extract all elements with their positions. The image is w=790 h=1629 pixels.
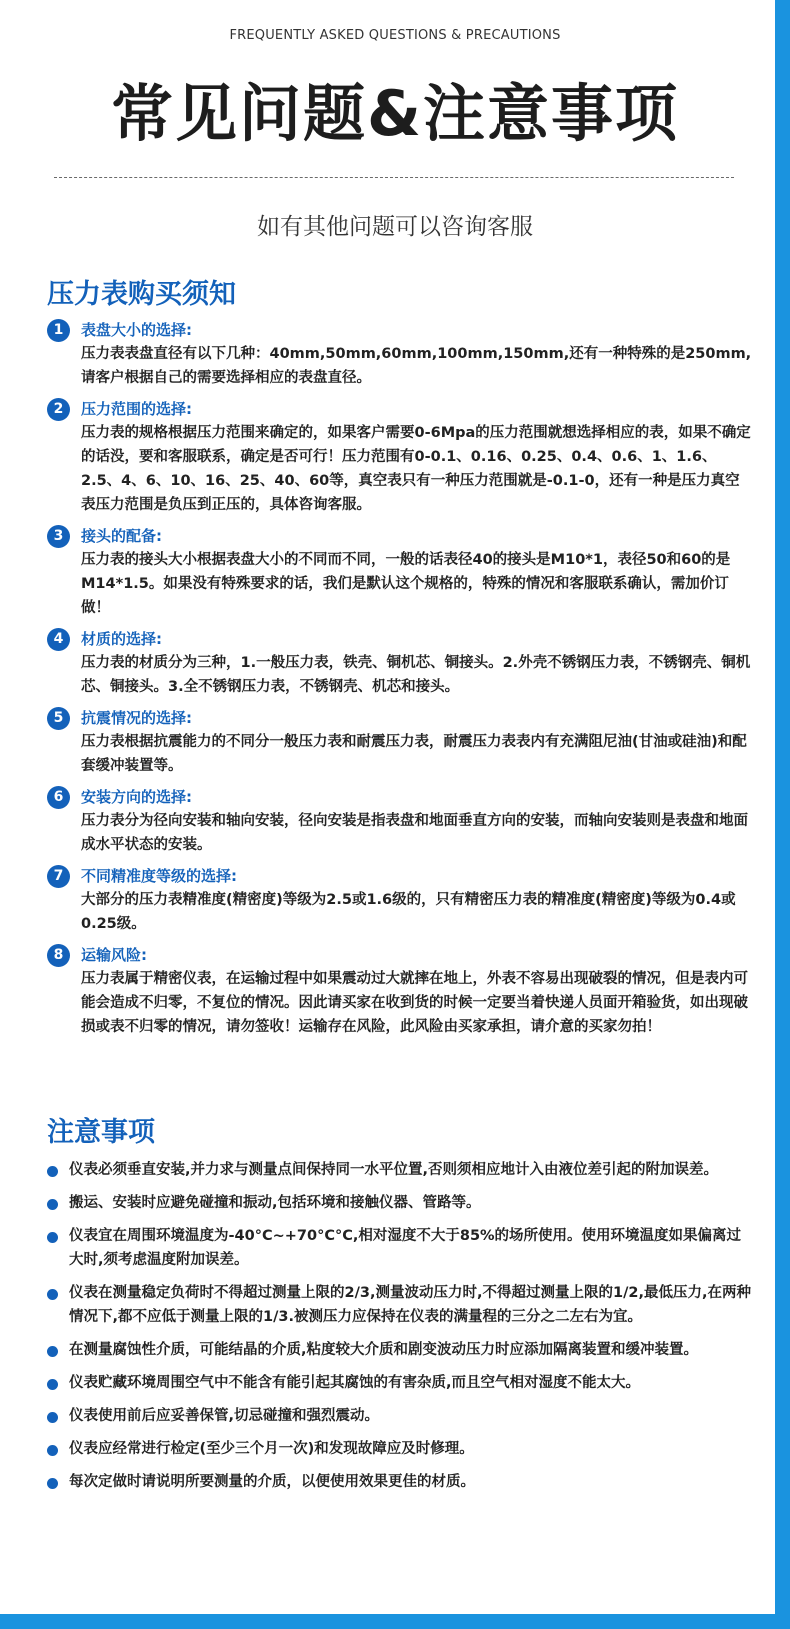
bullet-icon <box>47 1232 58 1243</box>
note-text: 仪表在测量稳定负荷时不得超过测量上限的2/3,测量波动压力时,不得超过测量上限的1/2,最低压力,在两种情况下,都不应低于测量上限的1/3.被测压力应保持在仪表的满量程的三分之二左右为宜。 <box>69 1285 751 1325</box>
note-text: 仪表宜在周围环境温度为-40°C~+70°C°C,相对湿度不大于85%的场所使用。使用环境温度如果偏离过大时,须考虑温度附加误差。 <box>69 1228 742 1268</box>
list-item <box>47 1191 752 1215</box>
faq-body: 压力表表盘直径有以下几种：40mm,50mm,60mm,100mm,150mm,还有一种特殊的是250mm,请客户根据自己的需要选择相应的表盘直径。 <box>81 346 752 386</box>
english-subtitle: FREQUENTLY ASKED QUESTIONS & PRECAUTIONS <box>229 28 561 43</box>
number-badge-icon: 7 <box>47 865 70 888</box>
faq-item <box>47 706 752 778</box>
number-badge-icon: 3 <box>47 525 70 548</box>
list-item <box>47 1158 752 1182</box>
contact-note: 如有其他问题可以咨询客服 <box>257 214 533 240</box>
note-text: 仪表使用前后应妥善保管,切忌碰撞和强烈震动。 <box>69 1408 380 1424</box>
list-item <box>47 1371 752 1395</box>
note-text: 仪表必须垂直安装,并力求与测量点间保持同一水平位置,否则须相应地计入由液位差引起的附加误差。 <box>69 1162 719 1178</box>
bullet-icon <box>47 1199 58 1210</box>
number-badge-icon: 1 <box>47 319 70 342</box>
number-badge-icon: 5 <box>47 707 70 730</box>
faq-item <box>47 318 752 390</box>
note-text: 每次定做时请说明所要测量的介质，以便使用效果更佳的材质。 <box>69 1474 475 1490</box>
faq-body: 压力表的规格根据压力范围来确定的，如果客户需要0-6Mpa的压力范围就想选择相应的表，如果不确定的话没，要和客服联系，确定是否可行！压力范围有0-0.1、0.16、0.25、0.4、0.6、1、1.6、2.5、4、6、10、16、25、40、60等，真空表只有一种压力范围就是-0.1-0，还有一种是压力真空表压力范围是负压到正压的，具体咨询客服。 <box>81 425 751 513</box>
list-item <box>47 1470 752 1494</box>
faq-heading: 不同精准度等级的选择: <box>81 867 237 885</box>
faq-heading: 接头的配备: <box>81 527 162 545</box>
faq-section-title: 压力表购买须知 <box>47 279 236 310</box>
faq-item <box>47 943 752 1039</box>
bottom-frame-bar <box>0 1614 790 1629</box>
faq-heading: 材质的选择: <box>81 630 162 648</box>
bullet-icon <box>47 1289 58 1300</box>
bullet-icon <box>47 1379 58 1390</box>
bullet-icon <box>47 1346 58 1357</box>
right-frame-bar <box>775 0 790 1629</box>
number-badge-icon: 6 <box>47 786 70 809</box>
faq-body: 压力表根据抗震能力的不同分一般压力表和耐震压力表，耐震压力表表内有充满阻尼油(甘油或硅油)和配套缓冲装置等。 <box>81 734 747 774</box>
number-badge-icon: 4 <box>47 628 70 651</box>
faq-body: 压力表分为径向安装和轴向安装，径向安装是指表盘和地面垂直方向的安装，而轴向安装则是表盘和地面成水平状态的安装。 <box>81 813 748 853</box>
bullet-icon <box>47 1445 58 1456</box>
note-text: 仪表应经常进行检定(至少三个月一次)和发现故障应及时修理。 <box>69 1441 474 1457</box>
faq-heading: 抗震情况的选择: <box>81 709 192 727</box>
note-text: 在测量腐蚀性介质，可能结晶的介质,粘度较大介质和剧变波动压力时应添加隔离装置和缓冲装置。 <box>69 1342 699 1358</box>
list-item <box>47 1224 752 1272</box>
faq-body: 压力表的接头大小根据表盘大小的不同而不同，一般的话表径40的接头是M10*1，表径50和60的是M14*1.5。如果没有特殊要求的话，我们是默认这个规格的，特殊的情况和客服联系确认，需加价订做！ <box>81 552 731 616</box>
faq-item <box>47 864 752 936</box>
note-text: 搬运、安装时应避免碰撞和振动,包括环境和接触仪器、管路等。 <box>69 1195 481 1211</box>
faq-item <box>47 397 752 517</box>
bullet-icon <box>47 1166 58 1177</box>
faq-heading: 安装方向的选择: <box>81 788 192 806</box>
list-item <box>47 1437 752 1461</box>
faq-list <box>47 318 752 1046</box>
faq-body: 压力表的材质分为三种，1.一般压力表，铁壳、铜机芯、铜接头。2.外壳不锈钢压力表，不锈钢壳、铜机芯、铜接头。3.全不锈钢压力表，不锈钢壳、机芯和接头。 <box>81 655 751 695</box>
note-text: 仪表贮藏环境周围空气中不能含有能引起其腐蚀的有害杂质,而且空气相对湿度不能太大。 <box>69 1375 641 1391</box>
faq-item <box>47 524 752 620</box>
faq-heading: 压力范围的选择: <box>81 400 192 418</box>
list-item <box>47 1404 752 1428</box>
page-title: 常见问题&注意事项 <box>110 77 680 150</box>
list-item <box>47 1281 752 1329</box>
bullet-icon <box>47 1478 58 1489</box>
faq-item <box>47 785 752 857</box>
bullet-icon <box>47 1412 58 1423</box>
list-item <box>47 1338 752 1362</box>
faq-item <box>47 627 752 699</box>
faq-body: 大部分的压力表精准度(精密度)等级为2.5或1.6级的，只有精密压力表的精准度(精密度)等级为0.4或0.25级。 <box>81 892 736 932</box>
faq-heading: 运输风险: <box>81 946 147 964</box>
number-badge-icon: 2 <box>47 398 70 421</box>
notes-list <box>47 1158 752 1503</box>
number-badge-icon: 8 <box>47 944 70 967</box>
notes-section-title: 注意事项 <box>47 1117 155 1148</box>
faq-heading: 表盘大小的选择: <box>81 321 192 339</box>
faq-body: 压力表属于精密仪表，在运输过程中如果震动过大就摔在地上，外表不容易出现破裂的情况，但是表内可能会造成不归零，不复位的情况。因此请买家在收到货的时候一定要当着快递人员面开箱验货，如出现破损或表不归零的情况，请勿签收！运输存在风险，此风险由买家承担，请介意的买家勿拍！ <box>81 971 748 1035</box>
dashed-divider <box>54 177 734 178</box>
